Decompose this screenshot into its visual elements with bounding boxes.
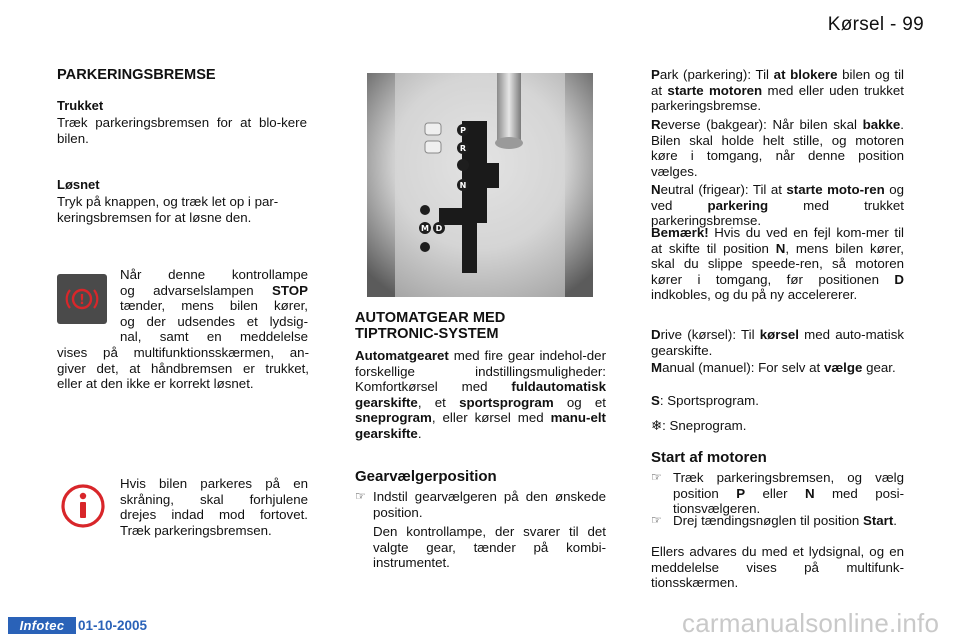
warning-block [120, 267, 308, 345]
warning-line-5: nal, samt en meddelelse [120, 329, 308, 345]
intro-bold-1: Automatgearet [355, 348, 449, 363]
note-b3: D [894, 271, 904, 287]
automatic-heading-l1: AUTOMATGEAR MED [355, 310, 506, 326]
start-b1-p: P [736, 485, 746, 501]
warning-line-4: og der udsendes et lydsig- [120, 313, 308, 329]
manual-letter: M [651, 360, 663, 375]
warning-line-1: Når denne kontrollampe [120, 267, 308, 282]
released-text: Tryk på knappen, og træk let op i par-keringsbremsen for at løsne den. [57, 194, 279, 225]
neutral-text [651, 182, 904, 229]
start-engine-heading: Start af motoren [651, 449, 767, 466]
warning-line-8: eller at den ikke er korrekt løsnet. [57, 376, 254, 392]
photo-label-p: P [460, 126, 466, 135]
park-b1: at blokere [773, 67, 838, 82]
park-letter: P [651, 67, 660, 82]
watermark: carmanualsonline.info [682, 608, 940, 638]
neutral-t1: eutral (frigear): Til at [660, 182, 787, 197]
gear-bullet [355, 489, 606, 571]
start-b2-t2: . [893, 513, 897, 528]
note-b2: N [775, 240, 786, 256]
sport-letter: S [651, 393, 660, 408]
park-text [651, 67, 904, 114]
start-b1-n: N [804, 485, 815, 501]
page-header [828, 14, 924, 36]
note-t2: , mens bilen kører, skal du slippe speede-ren, så motoren kører i tomgang, før positionen [651, 240, 904, 287]
info-block [120, 476, 308, 538]
reverse-t1: everse (bakgear): Når bilen skal [660, 117, 863, 132]
start-b1-t1: Træk parkeringsbremsen, og vælg position [673, 470, 904, 501]
page-number: 99 [902, 14, 924, 35]
start-bullet-2 [651, 513, 904, 529]
start-b1-t3: med posi-tionsvælgeren. [673, 485, 905, 517]
intro-bold-3: sportsprogram [459, 394, 554, 410]
warning-block-cont [57, 345, 309, 392]
pointer-icon: ☞ [651, 470, 662, 484]
footer-date: 01-10-2005 [78, 618, 148, 633]
closing-text: Ellers advares du med et lydsignal, og en meddelelse vises på multifunk-tionsskærmen. [651, 544, 904, 591]
warning-line-7: giver det, at håndbremsen er trukket, [57, 360, 309, 376]
gear-position-heading: Gearvælgerposition [355, 468, 497, 485]
manual-text [651, 360, 904, 376]
svg-text:!: ! [79, 293, 85, 308]
gear-note-text: Den kontrollampe, der svarer til det valgte gear, tænder på kombi-instrumentet. [373, 524, 606, 571]
automatic-heading [355, 310, 505, 342]
engaged-text: Træk parkeringsbremsen for at blo-kere bilen. [57, 115, 307, 146]
info-icon [60, 483, 106, 529]
warning-line-2 [120, 283, 308, 299]
drive-text [651, 327, 904, 358]
note-t1: Hvis du ved en fejl kom-mer til at skifte til position [651, 225, 904, 256]
pointer-icon: ☞ [355, 489, 366, 503]
park-t2: bilen og til at [651, 67, 905, 98]
manual-b1: vælge [823, 360, 863, 375]
park-t1: ark (parkering): Til [659, 67, 774, 82]
pointer-icon: ☞ [651, 513, 662, 527]
reverse-letter: R [651, 117, 661, 132]
neutral-b1: starte moto-ren [786, 182, 885, 197]
released-title: Løsnet [57, 177, 100, 192]
brake-warning-icon [57, 274, 107, 324]
start-b2-b: Start [862, 513, 894, 528]
reverse-t2: . Bilen skal holde helt stille, og motoren køre i tomgang, når denne position vælges. [651, 117, 904, 179]
note-text [651, 225, 904, 303]
automatic-intro [355, 348, 606, 442]
intro-bold-2: fuldautomatisk gearskifte [355, 379, 606, 410]
park-t3: med eller uden trukket parkeringsbremse. [651, 82, 904, 114]
photo-label-m: M [421, 224, 429, 233]
drive-b1: kørsel [759, 327, 799, 342]
info-line-3: drejes indad mod fortovet. [120, 507, 308, 523]
manual-t1: anual (manuel): For selv at [662, 360, 824, 375]
start-b2-t1: Drej tændingsnøglen til position [673, 513, 863, 528]
note-b1: Bemærk! [651, 225, 709, 240]
info-line-4: Træk parkeringsbremsen. [120, 522, 272, 538]
start-b1-t2: eller [745, 485, 805, 501]
snowflake-icon: ❄ [651, 418, 663, 433]
section-title: Kørsel [827, 14, 885, 35]
drive-t2: med auto-matisk gearskifte. [651, 327, 904, 358]
warning-line-3: tænder, mens bilen kører, [120, 298, 308, 314]
parking-brake-heading: PARKERINGSBREMSE [57, 67, 216, 83]
gear-selector-photo [367, 73, 593, 297]
start-bullet-2-text [673, 513, 904, 529]
snow-t1: : Sneprogram. [662, 418, 747, 433]
drive-t1: rive (kørsel): Til [660, 327, 760, 342]
neutral-t3: med trukket parkeringsbremse. [651, 197, 904, 229]
sport-t1: : Sportsprogram. [659, 393, 759, 408]
note-t3: indkobles, og du på ny accelererer. [651, 287, 858, 303]
intro-text-1: med fire gear indehol-der forskellige indstillingsmuligheder: Komfortkørsel med [355, 348, 606, 395]
intro-text-5: . [417, 425, 422, 441]
intro-bold-5: manu-elt gearskifte [355, 410, 606, 441]
warning-text: og advarselslampen [120, 282, 273, 298]
info-line-2: skråning, skal forhjulene [120, 491, 308, 507]
photo-label-d: D [435, 224, 443, 233]
neutral-letter: N [651, 182, 661, 197]
reverse-text [651, 117, 904, 179]
stop-label: STOP [272, 282, 308, 298]
engaged-title: Trukket [57, 98, 104, 113]
intro-text-3: og et [553, 394, 606, 410]
header-separator: - [890, 14, 897, 35]
photo-label-n: N [459, 181, 467, 190]
photo-label-r: R [459, 144, 467, 153]
drive-letter: D [651, 327, 661, 342]
infotec-logo: Infotec [8, 617, 76, 634]
start-bullet-1 [651, 470, 904, 517]
neutral-b2: parkering [707, 197, 769, 213]
neutral-t2: og ved [651, 182, 904, 213]
info-line-1: Hvis bilen parkeres på en [120, 476, 308, 491]
sport-text [651, 393, 904, 409]
warning-line-6: vises på multifunktionsskærmen, an- [57, 345, 309, 360]
automatic-heading-l2: TIPTRONIC-SYSTEM [355, 326, 499, 342]
snow-text [651, 418, 904, 434]
park-b2: starte motoren [667, 82, 763, 98]
manual-t2: gear. [862, 360, 896, 375]
intro-text-2: , et [417, 394, 460, 410]
gear-bullet-text: Indstil gearvælgeren på den ønskede position. [373, 489, 606, 520]
reverse-b1: bakke [862, 117, 901, 132]
intro-text-4: , eller kørsel med [431, 410, 551, 426]
start-bullet-1-text [673, 470, 904, 517]
intro-bold-4: sneprogram [355, 410, 432, 426]
